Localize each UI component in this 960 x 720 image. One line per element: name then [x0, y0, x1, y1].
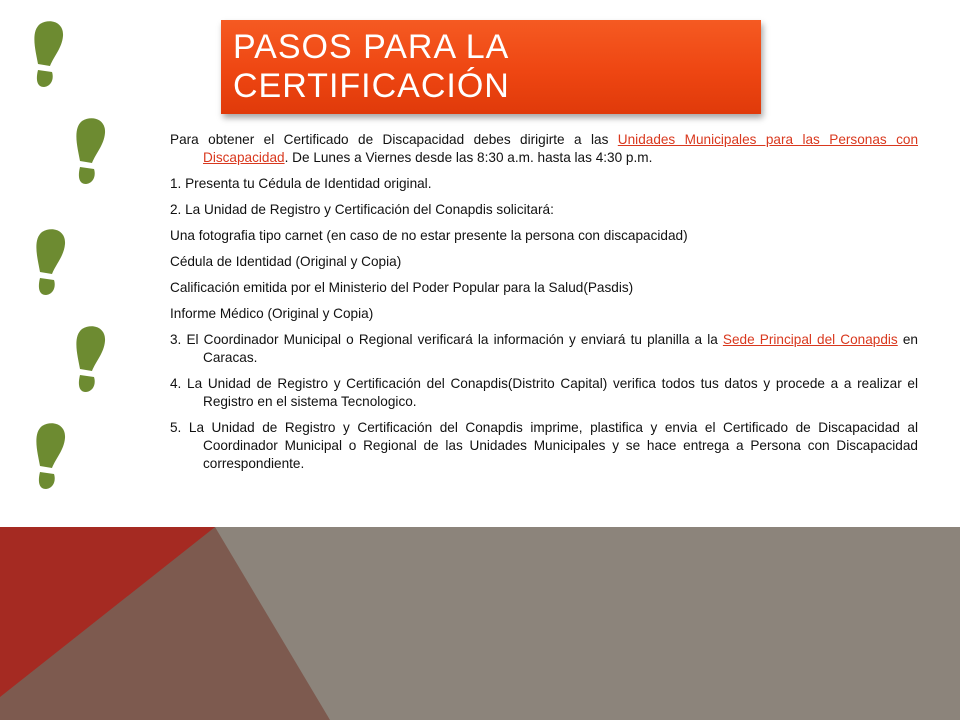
footprint-icon: [30, 20, 74, 90]
footprint-icon: [72, 325, 116, 395]
intro-text-after: . De Lunes a Viernes desde las 8:30 a.m. hasta las 4:30 p.m.: [284, 150, 653, 165]
footprint-icon: [32, 228, 76, 298]
requirement-photo: Una fotografia tipo carnet (en caso de no estar presente la persona con discapacidad): [170, 228, 688, 243]
step-2: 2. La Unidad de Registro y Certificación del Conapdis solicitará:: [170, 202, 554, 217]
unidades-municipales-link[interactable]: Unidades Municipales para las Personas con Discapacidad: [203, 132, 919, 165]
step-4: 4. La Unidad de Registro y Certificación del Conapdis(Distrito Capital) verifica todos tus datos y procede a a realizar el Registro en el sistema Tecnologico.: [170, 376, 918, 409]
step-1: 1. Presenta tu Cédula de Identidad original.: [170, 176, 432, 191]
sede-principal-link[interactable]: Sede Principal del Conapdis: [722, 332, 898, 347]
requirement-medical-report: Informe Médico (Original y Copia): [170, 306, 374, 321]
intro-text-before: Para obtener el Certificado de Discapacidad debes dirigirte a las: [170, 132, 618, 147]
requirement-qualification: Calificación emitida por el Ministerio del Poder Popular para la Salud(Pasdis): [170, 280, 634, 295]
requirement-id: Cédula de Identidad (Original y Copia): [170, 254, 402, 269]
step-3-text-after: en Caracas.: [203, 332, 918, 365]
footprint-icon: [32, 422, 76, 492]
footprint-icon: [72, 117, 116, 187]
page-title: PASOS PARA LA CERTIFICACIÓN: [233, 28, 510, 105]
step-3: [170, 331, 918, 367]
intro-paragraph: [170, 131, 918, 167]
step-5: 5. La Unidad de Registro y Certificación del Conapdis imprime, plastifica y envia el Certificado de Discapacidad al Coordinador Municipal o Regional de las Unidades Municipales y se hace entrega a Persona con Discapacidad correspondiente.: [170, 420, 918, 471]
step-3-text-before: 3. El Coordinador Municipal o Regional verificará la información y enviará tu planilla a la: [170, 332, 723, 347]
bottom-decorative-band: [0, 527, 960, 720]
content-body: [170, 131, 918, 481]
title-banner: [221, 20, 761, 114]
